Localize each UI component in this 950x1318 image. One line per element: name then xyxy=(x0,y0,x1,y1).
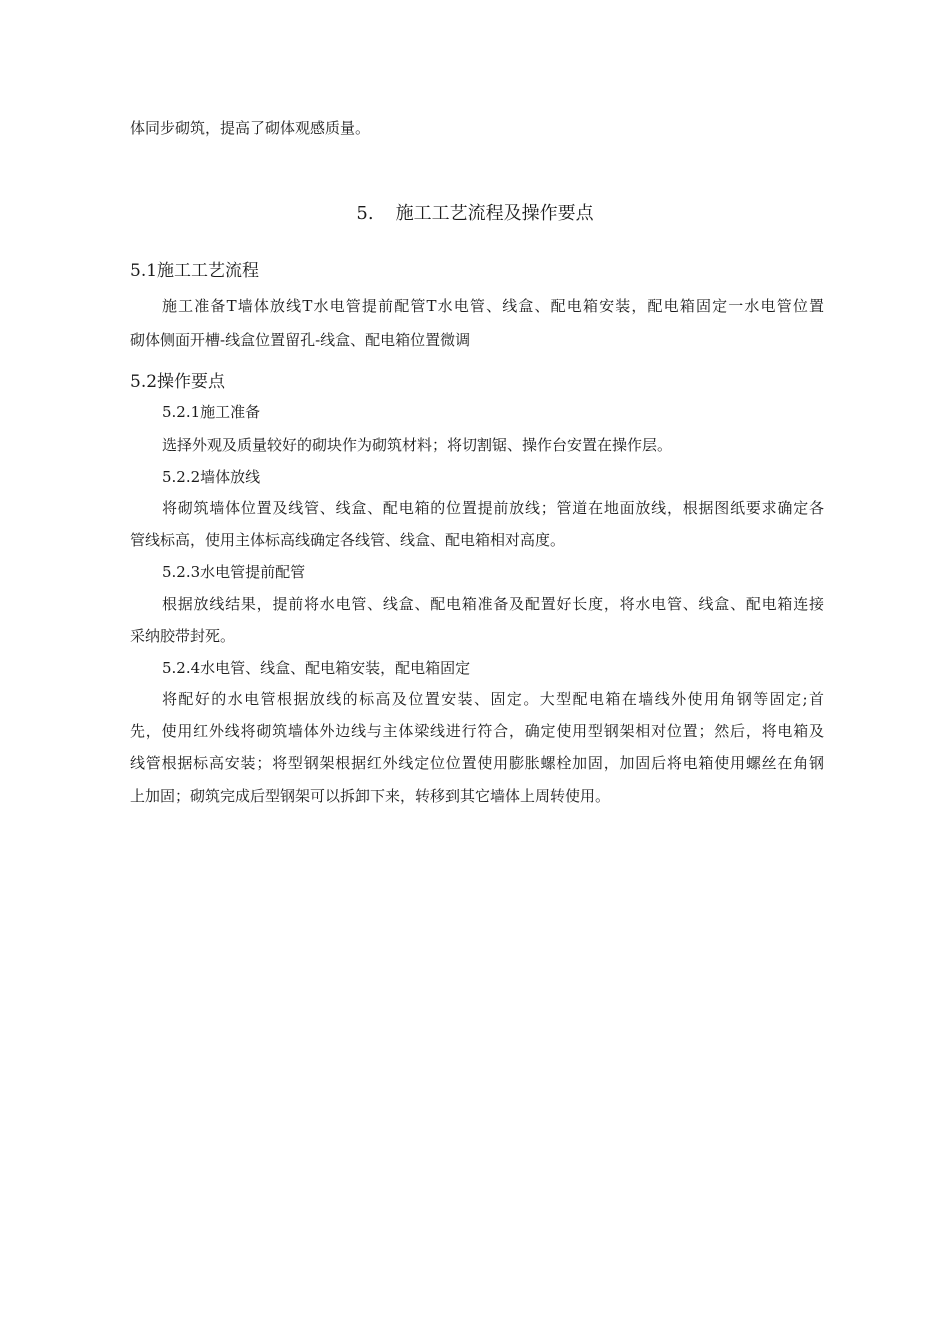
item-5-2-3-heading: 5.2.3水电管提前配管 xyxy=(162,563,306,581)
paragraph-line: 管线标高，使用主体标高线确定各线管、线盒、配电箱相对高度。 xyxy=(130,531,566,549)
subsection-5-2-heading: 5.2操作要点 xyxy=(130,372,226,392)
item-5-2-1-heading: 5.2.1施工准备 xyxy=(162,403,261,421)
paragraph-line: 施工准备T墙体放线T水电管提前配管T水电管、线盒、配电箱安装，配电箱固定一水电管位置 xyxy=(162,297,824,315)
subsection-5-1-heading: 5.1施工工艺流程 xyxy=(130,261,260,281)
paragraph-line: 先，使用红外线将砌筑墙体外边线与主体梁线进行符合，确定使用型钢架相对位置；然后，将电箱及 xyxy=(130,722,824,740)
paragraph-line: 将配好的水电管根据放线的标高及位置安装、固定。大型配电箱在墙线外使用角钢等固定;首 xyxy=(162,690,824,708)
section-number: 5. xyxy=(356,203,374,224)
section-title: 施工工艺流程及操作要点 xyxy=(395,203,594,224)
item-5-2-2-heading: 5.2.2墙体放线 xyxy=(162,468,261,486)
paragraph-line: 根据放线结果，提前将水电管、线盒、配电箱准备及配置好长度，将水电管、线盒、配电箱连接 xyxy=(162,595,824,613)
paragraph-line: 砌体侧面开槽-线盒位置留孔-线盒、配电箱位置微调 xyxy=(130,331,471,349)
paragraph-line: 将砌筑墙体位置及线管、线盒、配电箱的位置提前放线；管道在地面放线，根据图纸要求确定各 xyxy=(162,499,824,517)
section-heading xyxy=(0,202,950,226)
intro-tail-text: 体同步砌筑，提高了砌体观感质量。 xyxy=(130,119,371,137)
paragraph-line: 选择外观及质量较好的砌块作为砌筑材料；将切割锯、操作台安置在操作层。 xyxy=(162,436,673,454)
paragraph-line: 线管根据标高安装；将型钢架根据红外线定位位置使用膨胀螺栓加固，加固后将电箱使用螺丝在角钢 xyxy=(130,754,824,772)
paragraph-line: 上加固；砌筑完成后型钢架可以拆卸下来，转移到其它墙体上周转使用。 xyxy=(130,787,611,805)
paragraph-line: 采纳胶带封死。 xyxy=(130,627,236,645)
item-5-2-4-heading: 5.2.4水电管、线盒、配电箱安装，配电箱固定 xyxy=(162,659,471,677)
